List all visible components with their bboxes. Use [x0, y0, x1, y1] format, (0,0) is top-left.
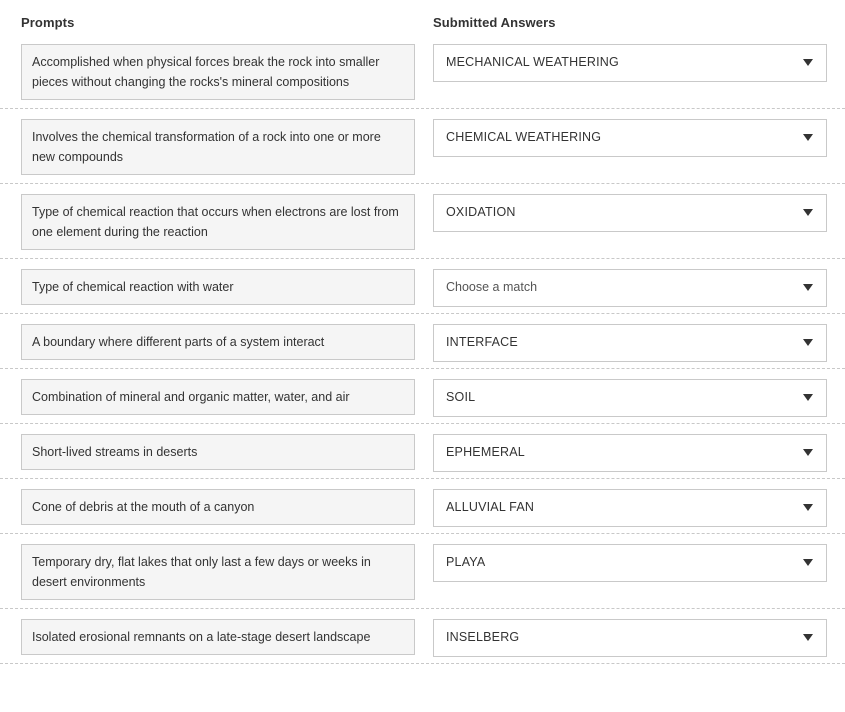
answer-selected-value: CHEMICAL WEATHERING [446, 130, 602, 144]
answer-selected-value: ALLUVIAL FAN [446, 500, 535, 514]
answer-dropdown[interactable] [433, 44, 827, 82]
prompt-text: Isolated erosional remnants on a late-stage desert landscape [21, 619, 415, 655]
prompt-text: Involves the chemical transformation of a rock into one or more new compounds [21, 119, 415, 175]
answer-dropdown[interactable] [433, 119, 827, 157]
caret-down-icon [803, 209, 813, 216]
row-spacer [0, 175, 845, 183]
match-row [0, 269, 845, 314]
answer-dropdown[interactable] [433, 434, 827, 472]
match-row [0, 619, 845, 664]
answer-selected-value: INTERFACE [446, 335, 518, 349]
match-row [0, 489, 845, 534]
submitted-answers-column-header: Submitted Answers [433, 15, 556, 30]
prompt-text: Cone of debris at the mouth of a canyon [21, 489, 415, 525]
caret-down-icon [803, 59, 813, 66]
prompts-column-header: Prompts [21, 15, 75, 30]
prompt-text: Combination of mineral and organic matter, water, and air [21, 379, 415, 415]
match-row [0, 434, 845, 479]
match-row [0, 324, 845, 369]
answer-dropdown[interactable] [433, 194, 827, 232]
caret-down-icon [803, 339, 813, 346]
answer-dropdown[interactable] [433, 619, 827, 657]
match-row [0, 544, 845, 609]
answer-dropdown[interactable] [433, 324, 827, 362]
prompt-text: Short-lived streams in deserts [21, 434, 415, 470]
answer-selected-value: PLAYA [446, 555, 486, 569]
caret-down-icon [803, 504, 813, 511]
match-row [0, 44, 845, 109]
caret-down-icon [803, 449, 813, 456]
matching-list [0, 44, 845, 674]
row-spacer [0, 600, 845, 608]
answer-dropdown[interactable] [433, 379, 827, 417]
answer-selected-value: MECHANICAL WEATHERING [446, 55, 619, 69]
answer-dropdown[interactable] [433, 269, 827, 307]
match-row [0, 194, 845, 259]
prompt-text: Type of chemical reaction that occurs when electrons are lost from one element during the reaction [21, 194, 415, 250]
row-spacer [0, 250, 845, 258]
answer-selected-value: Choose a match [446, 280, 538, 294]
prompt-text: A boundary where different parts of a system interact [21, 324, 415, 360]
caret-down-icon [803, 134, 813, 141]
answer-selected-value: SOIL [446, 390, 476, 404]
row-spacer [0, 100, 845, 108]
prompt-text: Accomplished when physical forces break the rock into smaller pieces without changing the rocks's mineral compositions [21, 44, 415, 100]
match-row [0, 119, 845, 184]
caret-down-icon [803, 394, 813, 401]
answer-selected-value: OXIDATION [446, 205, 516, 219]
answer-dropdown[interactable] [433, 544, 827, 582]
answer-selected-value: INSELBERG [446, 630, 520, 644]
caret-down-icon [803, 559, 813, 566]
caret-down-icon [803, 634, 813, 641]
prompt-text: Type of chemical reaction with water [21, 269, 415, 305]
match-row [0, 379, 845, 424]
prompt-text: Temporary dry, flat lakes that only last a few days or weeks in desert environments [21, 544, 415, 600]
answer-selected-value: EPHEMERAL [446, 445, 525, 459]
answer-dropdown[interactable] [433, 489, 827, 527]
caret-down-icon [803, 284, 813, 291]
